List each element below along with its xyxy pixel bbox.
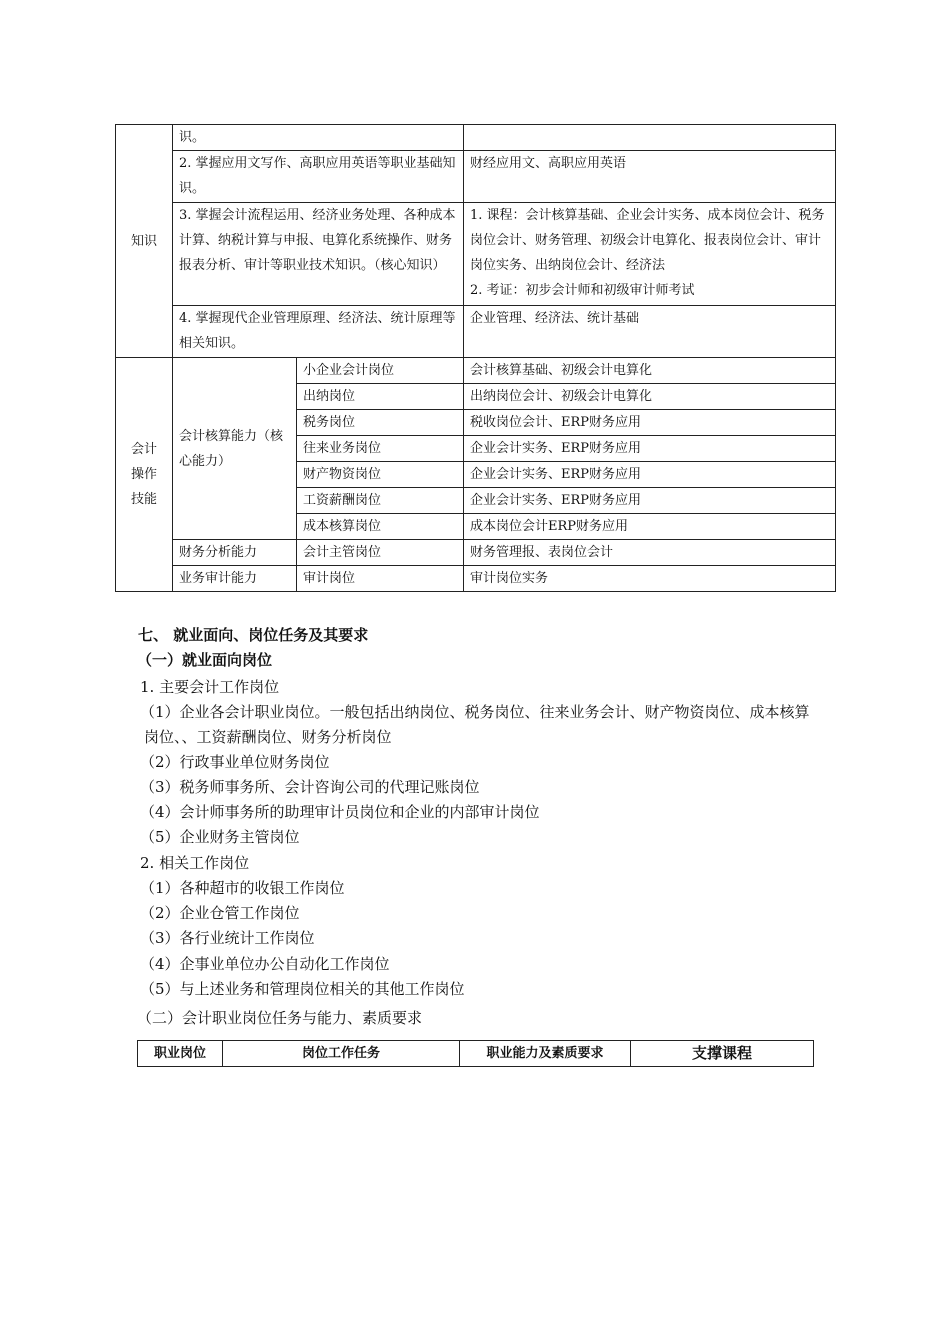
header-ability: 职业能力及素质要求 <box>460 1041 631 1067</box>
skill-course: 企业会计实务、ERP财务应用 <box>464 462 836 488</box>
post-task-table <box>137 1040 814 1067</box>
skill-course: 财务管理报、表岗位会计 <box>464 540 836 566</box>
skill-course: 企业会计实务、ERP财务应用 <box>464 436 836 462</box>
skill-course: 成本岗位会计ERP财务应用 <box>464 514 836 540</box>
header-course: 支撑课程 <box>631 1041 814 1067</box>
skill-course: 税收岗位会计、ERP财务应用 <box>464 410 836 436</box>
knowledge-course-1 <box>464 125 836 151</box>
skill-course: 审计岗位实务 <box>464 566 836 592</box>
skill-post: 小企业会计岗位 <box>297 358 464 384</box>
knowledge-req-3: 3. 掌握会计流程运用、经济业务处理、各种成本计算、纳税计算与申报、电算化系统操作、财务报表分析、审计等职业技术知识。（核心知识） <box>173 203 464 306</box>
text-line: （1）企业各会计职业岗位。一般包括出纳岗位、税务岗位、往来业务会计、财产物资岗位、成本核算 <box>140 703 810 721</box>
ability-financial-analysis: 财务分析能力 <box>173 540 297 566</box>
skill-post: 会计主管岗位 <box>297 540 464 566</box>
skill-post: 成本核算岗位 <box>297 514 464 540</box>
skill-course: 出纳岗位会计、初级会计电算化 <box>464 384 836 410</box>
text-line: （5）企业财务主管岗位 <box>140 828 300 846</box>
knowledge-course-3-line1: 1. 课程：会计核算基础、企业会计实务、成本岗位会计、税务岗位会计、财务管理、初级会计电算化、报表岗位会计、审计岗位实务、出纳岗位会计、经济法 <box>470 208 825 273</box>
category-skills <box>116 358 173 592</box>
knowledge-req-1: 识。 <box>173 125 464 151</box>
text-line: 2. 相关工作岗位 <box>140 854 250 872</box>
knowledge-course-2: 财经应用文、高职应用英语 <box>464 151 836 203</box>
skill-post: 审计岗位 <box>297 566 464 592</box>
category-knowledge: 知识 <box>116 125 173 358</box>
text-line: （5）与上述业务和管理岗位相关的其他工作岗位 <box>140 980 465 998</box>
category-skills-label: 会计操作技能 <box>130 442 157 507</box>
ability-audit: 业务审计能力 <box>173 566 297 592</box>
text-line: （4）企事业单位办公自动化工作岗位 <box>140 955 390 973</box>
skill-post: 出纳岗位 <box>297 384 464 410</box>
knowledge-req-4: 4. 掌握现代企业管理原理、经济法、统计原理等相关知识。 <box>173 306 464 358</box>
knowledge-course-3 <box>464 203 836 306</box>
ability-accounting: 会计核算能力（核心能力） <box>173 358 297 540</box>
skill-post: 税务岗位 <box>297 410 464 436</box>
knowledge-req-2: 2. 掌握应用文写作、高职应用英语等职业基础知识。 <box>173 151 464 203</box>
text-line: （3）各行业统计工作岗位 <box>140 929 315 947</box>
text-line: 岗位、、工资薪酬岗位、财务分析岗位 <box>144 728 392 746</box>
knowledge-skills-table <box>115 124 836 592</box>
skill-post: 工资薪酬岗位 <box>297 488 464 514</box>
section-7-sub1: （一）就业面向岗位 <box>137 651 273 669</box>
text-line: （2）行政事业单位财务岗位 <box>140 753 330 771</box>
text-line: 1. 主要会计工作岗位 <box>140 678 280 696</box>
section-7-title: 七、 就业面向、岗位任务及其要求 <box>138 626 369 644</box>
text-line: （1）各种超市的收银工作岗位 <box>140 879 345 897</box>
text-line: （3）税务师事务所、会计咨询公司的代理记账岗位 <box>140 778 480 796</box>
text-line: （2）企业仓管工作岗位 <box>140 904 300 922</box>
knowledge-course-3-line2: 2. 考证：初步会计师和初级审计师考试 <box>470 283 695 298</box>
section-7-sub2: （二）会计职业岗位任务与能力、素质要求 <box>137 1009 423 1027</box>
knowledge-course-4: 企业管理、经济法、统计基础 <box>464 306 836 358</box>
header-task: 岗位工作任务 <box>223 1041 460 1067</box>
skill-course: 企业会计实务、ERP财务应用 <box>464 488 836 514</box>
skill-post: 财产物资岗位 <box>297 462 464 488</box>
skill-course: 会计核算基础、初级会计电算化 <box>464 358 836 384</box>
header-post: 职业岗位 <box>138 1041 223 1067</box>
skill-post: 往来业务岗位 <box>297 436 464 462</box>
text-line: （4）会计师事务所的助理审计员岗位和企业的内部审计岗位 <box>140 803 540 821</box>
